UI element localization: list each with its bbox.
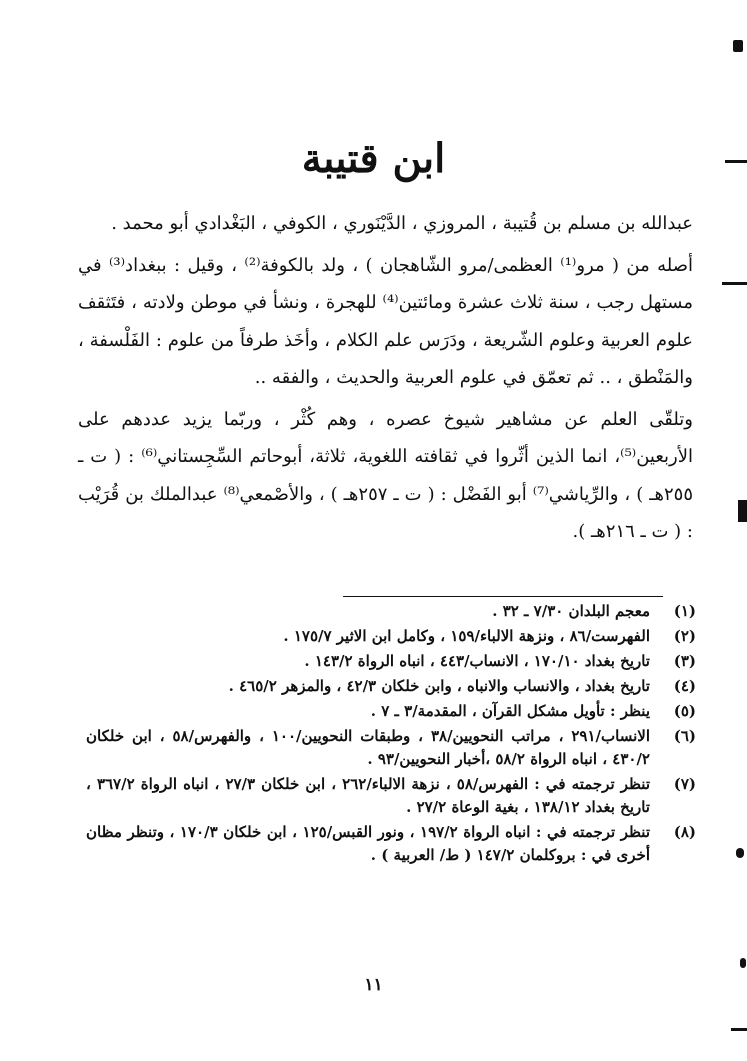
paragraph-1: عبدالله بن مسلم بن قُتيبة ، المروزي ، الدَّيْنَوري ، الكوفي ، البَغْدادي أبو محمد . [111, 213, 693, 234]
paragraph-3: وتلقّى العلم عن مشاهير شيوخ عصره ، وهم كُثْر ، وربّما يزيد عددهم على الأربعين⁽⁵⁾، انما الذين أثّروا في ثقافته اللغوية، ثلاثة، أبوحاتم السِّجِستاني⁽⁶⁾ : ( ت ـ ٢٥٥هـ ) ، والرِّياشي⁽⁷⁾ أبو الفَضْل : ( ت ـ ٢٥٧هـ ) ، والأصْمعي⁽⁸⁾ عبدالملك بن قُرَيْب : ( ت ـ ٢١٦هـ ). [78, 408, 693, 542]
footnote-item [86, 725, 696, 771]
scan-edge-mark [725, 160, 747, 163]
footnote-number: (٧) [673, 775, 696, 793]
footnote-text: تاريخ بغداد ١٧٠/١٠ ، الانساب/٤٤٣ ، انباه الرواة ١٤٣/٢ . [304, 652, 650, 670]
footnote-item [86, 600, 696, 623]
footnote-number: (٨) [673, 823, 696, 841]
footnote-number: (٣) [673, 652, 696, 670]
footnote-number: (٢) [673, 627, 696, 645]
footnote-text: تاريخ بغداد ، والانساب والانباه ، وابن خلكان ٤٢/٣ ، والمزهر ٤٦٥/٢ . [228, 677, 650, 695]
footnote-item [86, 700, 696, 723]
main-text [78, 205, 693, 551]
footnote-text: ينظر : تأويل مشكل القرآن ، المقدمة/٣ ـ ٧ . [370, 702, 650, 720]
footnote-item [86, 675, 696, 698]
scan-edge-mark [736, 848, 744, 858]
footnote-number: (١) [673, 602, 696, 620]
scan-edge-mark [733, 40, 743, 52]
page-number: ١١ [364, 975, 383, 995]
page-title: ابن قتيبة [301, 135, 446, 182]
footnote-text: معجم البلدان ٧/٣٠ ـ ٣٢ . [492, 602, 650, 620]
footnote-text: تنظر ترجمته في : انباه الرواة ١٩٧/٢ ، ونور القبس/١٢٥ ، ابن خلكان ١٧٠/٣ ، وتنظر مظان أخرى في : بروكلمان ١٤٧/٢ ( ط/ العربية ) . [86, 823, 651, 864]
scan-edge-mark [722, 282, 747, 285]
footnote-number: (٤) [673, 677, 696, 695]
footnotes [86, 600, 696, 869]
footnote-item [86, 650, 696, 673]
footnote-number: (٦) [673, 727, 696, 745]
scan-edge-mark [740, 958, 746, 968]
footnote-item [86, 821, 696, 867]
footnote-number: (٥) [673, 702, 696, 720]
footnote-text: الفهرست/٨٦ ، ونزهة الالباء/١٥٩ ، وكامل ابن الاثير ١٧٥/٧ . [283, 627, 650, 645]
footnote-divider [343, 596, 663, 597]
footnote-item [86, 625, 696, 648]
scan-edge-mark [731, 1028, 747, 1031]
footnote-text: الانساب/٢٩١ ، مراتب النحويين/٣٨ ، وطبقات النحويين/١٠٠ ، والفهرس/٥٨ ، ابن خلكان ٤٣٠/٢ ، انباه الرواة ٥٨/٢ ،أخبار النحويين/٩٣ . [86, 727, 650, 768]
footnote-item [86, 773, 696, 819]
paragraph-2: أصله من ( مرو⁽¹⁾ العظمى/مرو الشّاهجان ) ، ولد بالكوفة⁽²⁾ ، وقيل : ببغداد⁽³⁾ في مستهل رجب ، سنة ثلاث عشرة ومائتين⁽⁴⁾ للهجرة ، ونشأ في موطن ولادته ، فتَثقف علوم العربية وعلوم الشّريعة ، ودَرَس علم الكلام ، وأخَذ طرفاً من علوم : الفَلْسفة ، والمَنْطق ، .. ثم تعمّق في علوم العربية والحديث ، والفقه .. [78, 254, 694, 388]
scan-edge-mark [738, 500, 747, 522]
footnote-text: تنظر ترجمته في : الفهرس/٥٨ ، نزهة الالباء/٢٦٢ ، ابن خلكان ٢٧/٣ ، انباه الرواة ٣٦٧/٢ ، تاريخ بغداد ١٣٨/١٢ ، بغية الوعاة ٢٧/٢ . [86, 775, 650, 816]
